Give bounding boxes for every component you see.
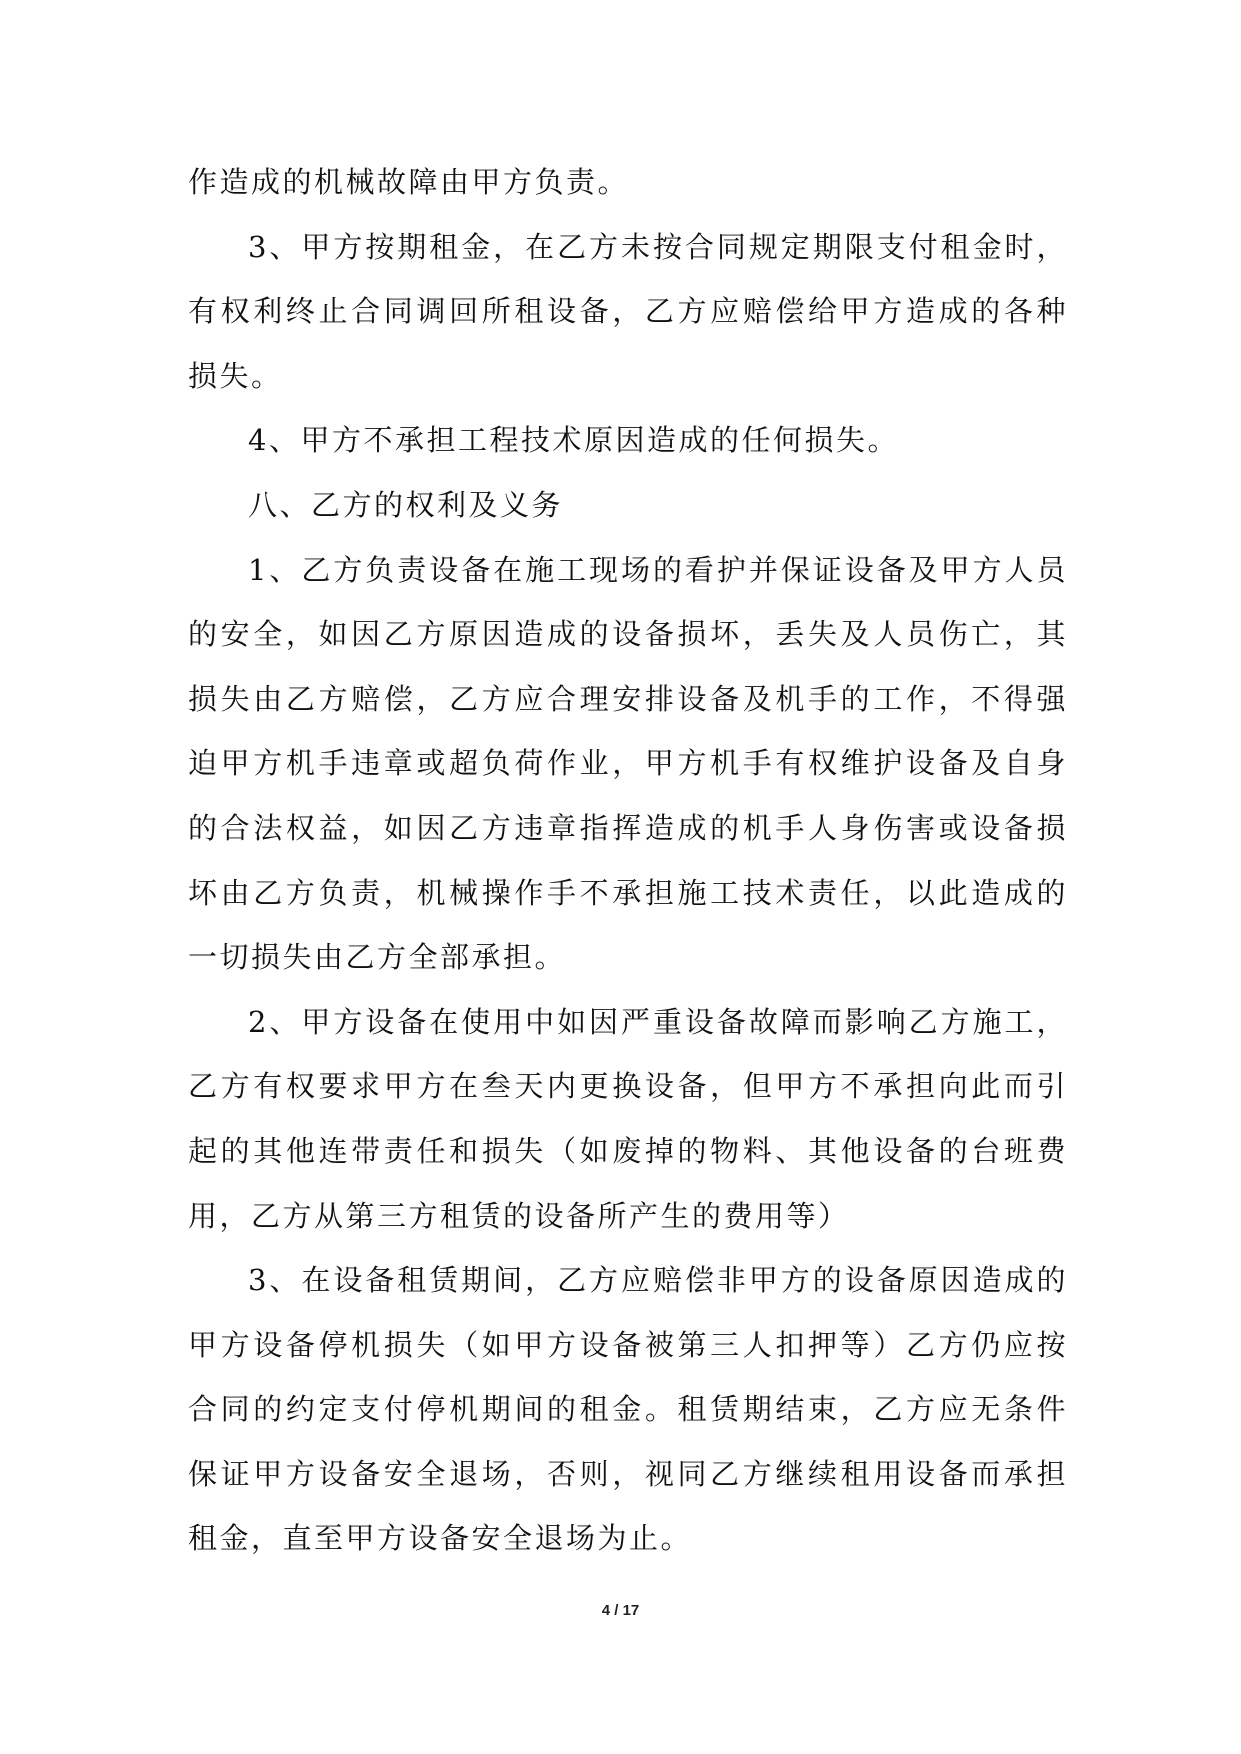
paragraph-party-a-clause-3: 3、甲方按期租金，在乙方未按合同规定期限支付租金时，有权利终止合同调回所租设备，乙方应赔偿给甲方造成的各种损失。 — [188, 229, 1068, 393]
page-number: 4 / 17 — [601, 1602, 640, 1619]
paragraph-party-b-clause-3: 3、在设备租赁期间，乙方应赔偿非甲方的设备原因造成的甲方设备停机损失（如甲方设备被第三人扣押等）乙方仍应按合同的约定支付停机期间的租金。租赁期结束，乙方应无条件保证甲方设备安全退场，否则，视同乙方继续租用设备而承担租金，直至甲方设备安全退场为止。 — [188, 1263, 1068, 1556]
paragraph-party-b-clause-1: 1、乙方负责设备在施工现场的看护并保证设备及甲方人员的安全，如因乙方原因造成的设备损坏，丢失及人员伤亡，其损失由乙方赔偿，乙方应合理安排设备及机手的工作，不得强迫甲方机手违章或超负荷作业，甲方机手有权维护设备及自身的合法权益，如因乙方违章指挥造成的机手人身伤害或设备损坏由乙方负责，机械操作手不承担施工技术责任，以此造成的一切损失由乙方全部承担。 — [188, 552, 1068, 975]
paragraph-continuation: 作造成的机械故障由甲方负责。 — [188, 165, 630, 199]
paragraph-party-b-clause-2: 2、甲方设备在使用中如因严重设备故障而影响乙方施工，乙方有权要求甲方在叁天内更换设备，但甲方不承担向此而引起的其他连带责任和损失（如废掉的物料、其他设备的台班费用，乙方从第三方租赁的设备所产生的费用等） — [188, 1004, 1068, 1233]
paragraph-party-a-clause-4: 4、甲方不承担工程技术原因造成的任何损失。 — [248, 423, 899, 458]
document-body — [188, 150, 1068, 1571]
section-heading-party-b-rights: 八、乙方的权利及义务 — [248, 487, 564, 522]
